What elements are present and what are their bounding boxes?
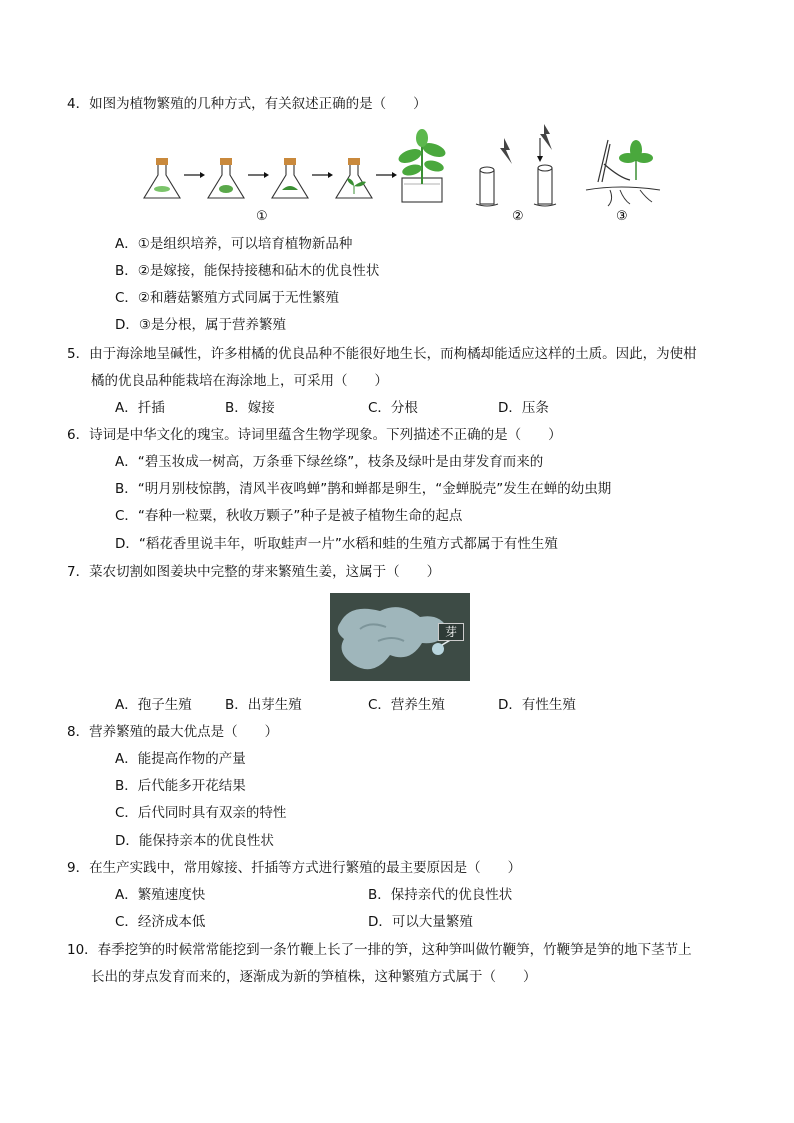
q7-option-c: C．营养生殖 xyxy=(368,697,445,713)
q8-option-b: B．后代能多开花结果 xyxy=(115,778,246,794)
q5-stem-line1: 5．由于海涂地呈碱性，许多柑橘的优良品种不能很好地生长，而枸橘却能适应这样的土质。因此，为使柑 xyxy=(67,346,697,362)
q5-option-c: C．分根 xyxy=(368,400,418,416)
q6-option-c: C．“春种一粒粟，秋收万颗子”种子是被子植物生命的起点 xyxy=(115,508,463,524)
q6-stem: 6．诗词是中华文化的瑰宝。诗词里蕴含生物学现象。下列描述不正确的是（ ） xyxy=(67,427,562,443)
q9-option-b: B．保持亲代的优良性状 xyxy=(368,887,513,903)
fig-label-2: ② xyxy=(512,209,524,224)
q4-option-d: D．③是分根，属于营养繁殖 xyxy=(115,317,286,333)
q9-option-d: D．可以大量繁殖 xyxy=(368,914,473,930)
layering-icon xyxy=(586,140,660,206)
fig-label-3: ③ xyxy=(616,209,628,224)
question-7 xyxy=(67,559,734,586)
question-6 xyxy=(67,422,734,449)
fig-label-1: ① xyxy=(256,209,268,224)
plant-icon xyxy=(397,129,448,202)
ginger-photo xyxy=(330,593,470,681)
q8-option-d: D．能保持亲本的优良性状 xyxy=(115,833,274,849)
q5-option-a: A．扦插 xyxy=(115,400,165,416)
q4-option-b: B．②是嫁接，能保持接穗和砧木的优良性状 xyxy=(115,263,380,279)
q7-option-b: B．出芽生殖 xyxy=(225,697,302,713)
q4-stem: 4．如图为植物繁殖的几种方式，有关叙述正确的是（ ） xyxy=(67,96,427,112)
question-8 xyxy=(67,719,734,746)
q6-option-d: D．“稻花香里说丰年，听取蛙声一片”水稻和蛙的生殖方式都属于有性生殖 xyxy=(115,536,558,552)
q4-option-c: C．②和蘑菇繁殖方式同属于无性繁殖 xyxy=(115,290,340,306)
grafting-icon xyxy=(476,124,556,206)
question-10 xyxy=(67,937,734,991)
flask-icon xyxy=(144,158,180,198)
q9-option-c: C．经济成本低 xyxy=(115,914,206,930)
q4-figure xyxy=(140,120,680,225)
question-5 xyxy=(67,341,734,395)
bud-label: 芽 xyxy=(438,623,464,641)
q5-stem-line2: 橘的优良品种能栽培在海涂地上，可采用（ ） xyxy=(91,373,388,389)
q9-option-a: A．繁殖速度快 xyxy=(115,887,206,903)
q6-option-b: B．“明月别枝惊鹊，清风半夜鸣蝉”鹊和蝉都是卵生，“金蝉脱壳”发生在蝉的幼虫期 xyxy=(115,481,612,497)
q10-stem-line1: 10．春季挖笋的时候常常能挖到一条竹鞭上长了一排的笋，这种笋叫做竹鞭笋，竹鞭笋是笋的地下茎节上 xyxy=(67,942,692,958)
flask-icon xyxy=(272,158,308,198)
question-4 xyxy=(67,91,734,118)
flask-icon xyxy=(336,158,372,198)
q7-option-a: A．孢子生殖 xyxy=(115,697,192,713)
q8-stem: 8．营养繁殖的最大优点是（ ） xyxy=(67,724,279,740)
q8-option-a: A．能提高作物的产量 xyxy=(115,751,246,767)
flask-icon xyxy=(208,158,244,198)
q10-stem-line2: 长出的芽点发育而来的，逐渐成为新的笋植株，这种繁殖方式属于（ ） xyxy=(91,969,537,985)
question-9 xyxy=(67,855,734,882)
q8-option-c: C．后代同时具有双亲的特性 xyxy=(115,805,287,821)
q7-stem: 7．菜农切割如图姜块中完整的芽来繁殖生姜，这属于（ ） xyxy=(67,564,441,580)
q7-option-d: D．有性生殖 xyxy=(498,697,576,713)
q5-option-d: D．压条 xyxy=(498,400,549,416)
q6-option-a: A．“碧玉妆成一树高，万条垂下绿丝绦”，枝条及绿叶是由芽发育而来的 xyxy=(115,454,544,470)
q5-option-b: B．嫁接 xyxy=(225,400,275,416)
q9-stem: 9．在生产实践中，常用嫁接、扦插等方式进行繁殖的最主要原因是（ ） xyxy=(67,860,522,876)
q4-option-a: A．①是组织培养，可以培育植物新品种 xyxy=(115,236,353,252)
